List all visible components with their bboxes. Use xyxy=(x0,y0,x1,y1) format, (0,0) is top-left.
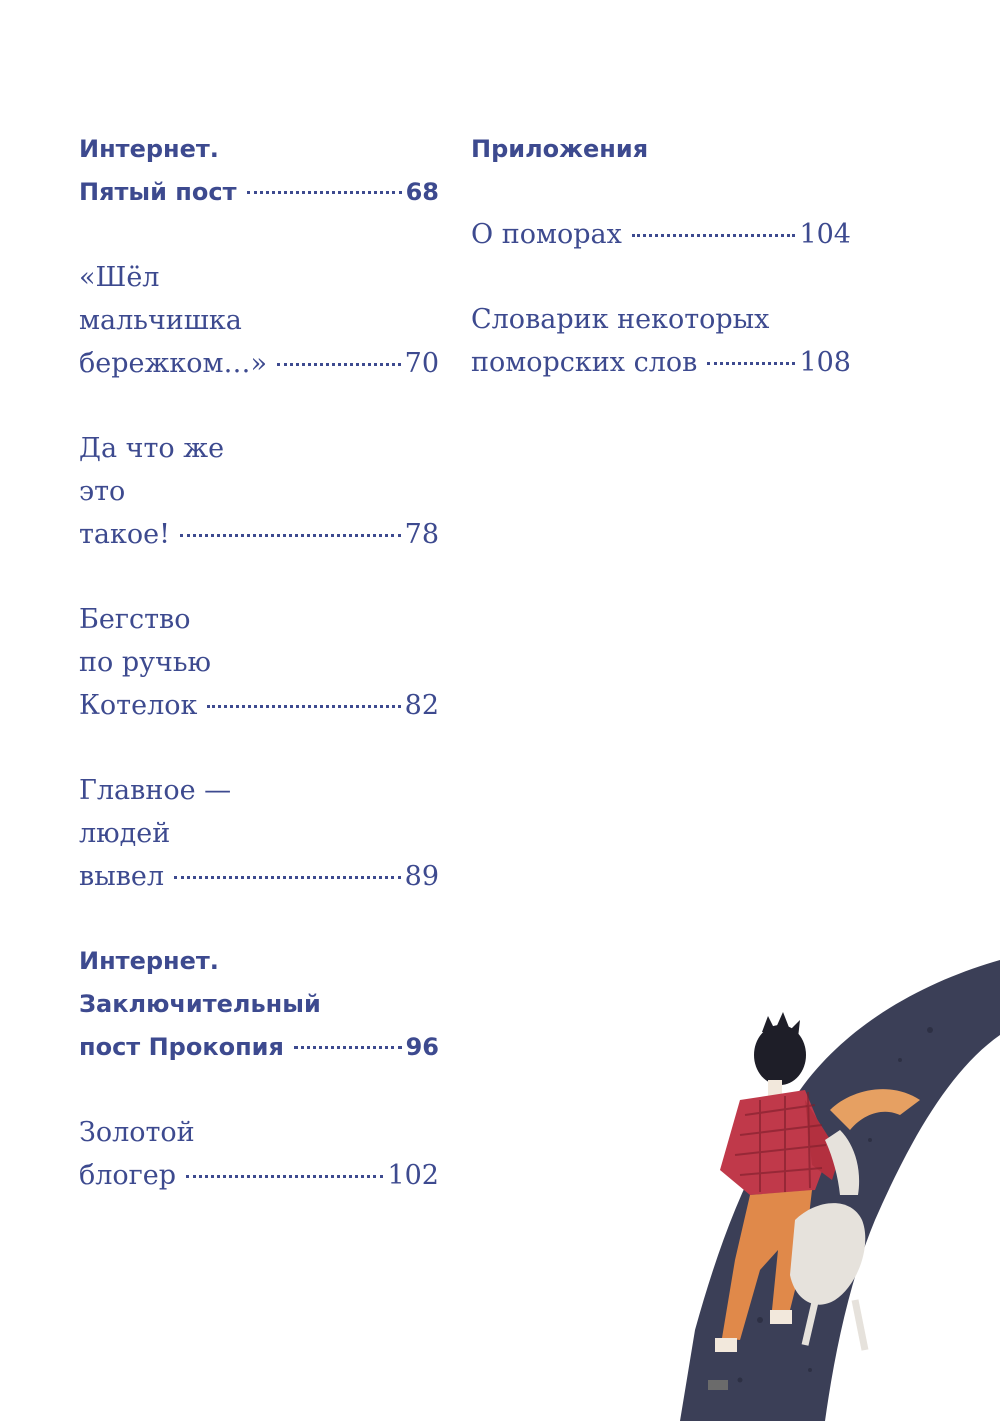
toc-left-column xyxy=(79,128,439,1197)
toc-entry[interactable] xyxy=(471,298,851,384)
toc-entry-title-line: Словарик некоторых xyxy=(471,304,770,335)
dot-leader xyxy=(180,526,401,537)
dot-leader xyxy=(277,355,401,366)
toc-entry-title-line: это xyxy=(79,476,126,507)
dot-leader xyxy=(186,1167,383,1178)
toc-page-number: 70 xyxy=(404,348,439,379)
toc-entry-title: поморских слов xyxy=(471,347,698,378)
toc-entry-title-line: мальчишка xyxy=(79,305,242,336)
toc-entry-last-line xyxy=(471,213,851,256)
toc-right-column xyxy=(471,128,851,384)
toc-entry[interactable] xyxy=(79,256,439,385)
toc-entry-last-line xyxy=(79,171,439,214)
dot-leader xyxy=(294,1038,402,1049)
toc-entry-last-line xyxy=(79,1154,439,1197)
toc-entry[interactable] xyxy=(79,940,439,1069)
goat-body xyxy=(790,1203,865,1305)
toc-entry-title-line: Золотой xyxy=(79,1117,195,1148)
toc-entry[interactable] xyxy=(471,213,851,256)
dot-leader xyxy=(632,226,796,237)
toc-entry-last-line xyxy=(79,513,439,556)
toc-page-number: 104 xyxy=(799,219,851,250)
toc-entry-title-line: «Шёл xyxy=(79,262,160,293)
toc-entry-title-line: Приложения xyxy=(471,135,649,163)
toc-page-number: 102 xyxy=(387,1160,439,1191)
toc-entry-last-line xyxy=(79,342,439,385)
toc-entry-title: О поморах xyxy=(471,219,622,250)
toc-page-number: 78 xyxy=(404,519,439,550)
toc-entry-title-line: Заключительный xyxy=(79,990,321,1018)
toc-entry[interactable] xyxy=(79,128,439,214)
toc-page-number: 82 xyxy=(404,690,439,721)
toc-entry-title: Котелок xyxy=(79,690,198,721)
toc-entry-title-line: Интернет. xyxy=(79,947,219,975)
toc-page-number: 68 xyxy=(405,178,439,206)
toc-entry-title: блогер xyxy=(79,1160,177,1191)
toc-entry-title-line: людей xyxy=(79,818,171,849)
toc-entry[interactable] xyxy=(79,598,439,727)
dot-leader xyxy=(707,354,795,365)
toc-section-heading xyxy=(471,128,851,171)
toc-entry-title: пост Прокопия xyxy=(79,1033,284,1061)
toc-entry-title: бережком…» xyxy=(79,348,267,379)
boy-with-goat-illustration xyxy=(600,940,1000,1421)
toc-entry-last-line xyxy=(79,855,439,898)
toc-page-number: 89 xyxy=(404,861,439,892)
toc-entry-title-line: Да что же xyxy=(79,433,225,464)
toc-entry-last-line xyxy=(79,684,439,727)
toc-entry-title-line: по ручью xyxy=(79,647,212,678)
toc-entry[interactable] xyxy=(79,1111,439,1197)
toc-page-number: 108 xyxy=(799,347,851,378)
toc-entry-title-line: Бегство xyxy=(79,604,191,635)
toc-entry-last-line xyxy=(471,341,851,384)
toc-entry-title-line: Интернет. xyxy=(79,135,219,163)
dot-leader xyxy=(174,868,401,879)
toc-entry-title-line: Главное — xyxy=(79,775,232,806)
toc-entry-title: вывел xyxy=(79,861,165,892)
toc-entry-last-line xyxy=(79,1026,439,1069)
toc-entry[interactable] xyxy=(79,769,439,898)
dot-leader xyxy=(247,183,402,194)
toc-page-number: 96 xyxy=(405,1033,439,1061)
toc-entry[interactable] xyxy=(79,427,439,556)
toc-entry-title: Пятый пост xyxy=(79,178,237,206)
toc-entry-title: такое! xyxy=(79,519,170,550)
dot-leader xyxy=(207,697,400,708)
